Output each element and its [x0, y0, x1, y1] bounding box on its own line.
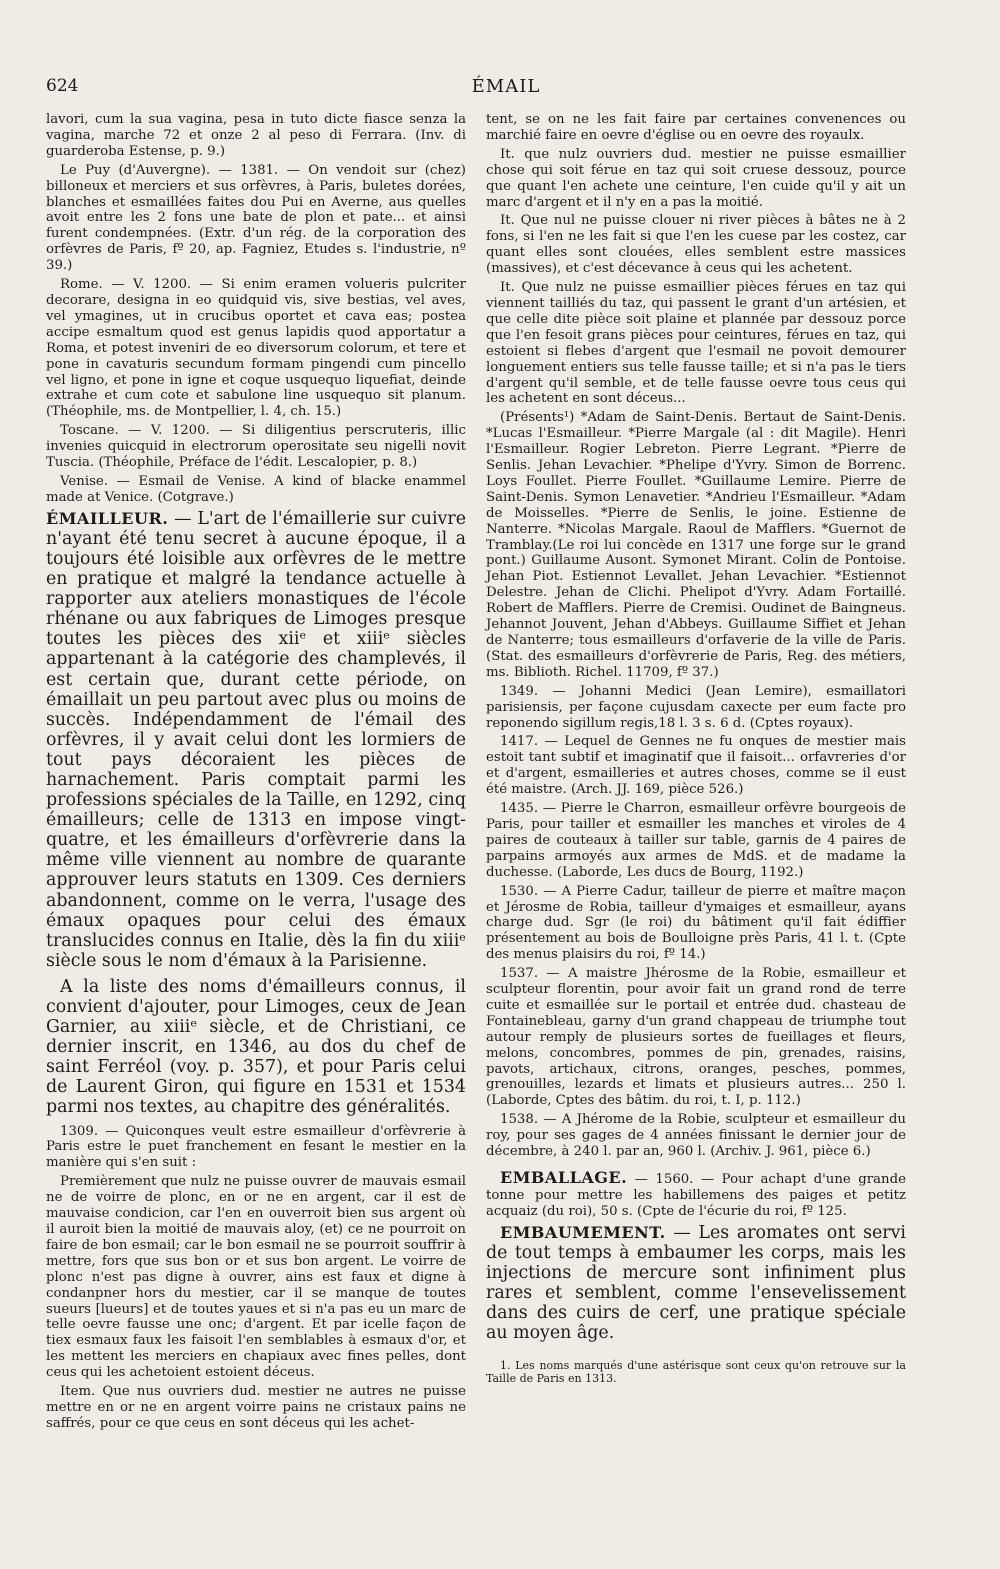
page-number: 624 [46, 76, 79, 96]
entry-emballage [486, 1170, 906, 1220]
footnote: 1. Les noms marqués d'une astérisque sont ceux qu'on retrouve sur la Taille de Paris en 1313. [486, 1359, 906, 1386]
paragraph: 1538. — A Jhérome de la Robie, sculpteur et esmailleur du roy, pour ses gages de 4 années finissant le dernier jour de décembre, à 240 l. par an, 960 l. (Archiv. J. 961, pièce 6.) [486, 1112, 906, 1160]
entry-text: — Les aromates ont servi de tout temps à embaumer les corps, mais les injections de mercure sont infiniment plus rares et semblent, comme l'ensevelissement dans des cuirs de cerf, une pratique spéciale au moyen âge. [486, 1222, 906, 1344]
paragraph: 1309. — Quiconques veult estre esmailleur d'orfèvrerie à Paris estre le puet franchement en fesant le mestier en la manière qui s'en suit : [46, 1123, 466, 1171]
headword: EMBALLAGE. [500, 1168, 628, 1187]
entry-embaumement [486, 1223, 906, 1344]
paragraph: Toscane. — V. 1200. — Si diligentius perscruteris, illic invenies quicquid in electrorum operositate seu nigelli novit Tuscia. (Théophile, Préface de l'édit. Lescalopier, p. 8.) [46, 423, 466, 471]
entry-text: — L'art de l'émaillerie sur cuivre n'ayant été tenu secret à aucune époque, il a toujours été loisible aux orfèvres de le mettre en pratique et malgré la tendance actuelle à rapporter aux ateliers monastiques de l'école rhénane ou aux fabriques de Limoges presque toutes les pièces des xiiᵉ et xiiiᵉ siècles appartenant à la catégorie des champlevés, il est certain que, durant cette période, on émaillait un peu partout avec plus ou moins de succès. Indépendamment de l'émail des orfèvres, il y avait celui dont les lormiers de tout pays décoraient les pièces de harnachement. Paris comptait parmi les professions spéciales de la Taille, en 1292, cinq émailleurs; celle de 1313 en impose vingt-quatre, et les émailleurs d'orfèvrerie dans la même ville viennent au nombre de quarante approuver leurs statuts en 1309. Ces derniers abandonnent, comme on le verra, l'usage des émaux opaques pour celui des émaux translucides connus en Italie, dès la fin du xiiiᵉ siècle sous le nom d'émaux à la Parisienne. [46, 508, 466, 971]
entry-text: — 1560. — Pour achapt d'une grande tonne pour mettre les habillemens des paiges et petitz acquaiz (du roi), 50 s. (Cpte de l'écurie du roi, fº 125. [486, 1172, 906, 1219]
paragraph: It. Que nul ne puisse clouer ni river pièces à bâtes ne à 2 fons, si l'en ne les fait si que l'en les cuese par les costez, car quant elles sont clouées, elles semblent estre massices (massives), et c'est décevance à ceus qui les achetent. [486, 213, 906, 277]
paragraph: It. Que nulz ne puisse esmaillier pièces férues en taz qui viennent tailliés du taz, qui passent le grant d'un artésien, et que celle dite pièce soit plaine et plannée par dessouz porce que l'en fesoit grans pièces pour ceintures, férues en taz, qui estoient si flebes d'argent que l'esmail ne povoit demourer longuement entiers sus telle fausse taille; et si n'a pas le tiers d'argent qu'il semble, et de telle fausse oevre tous ceus qui les achetent en sont déceus... [486, 280, 906, 407]
paragraph: Item. Que nus ouvriers dud. mestier ne autres ne puisse mettre en or ne en argent voirre pains ne cristaux pains ne saffrés, pour ce que ceus en sont déceus qui les achet- [46, 1384, 466, 1431]
paragraph: 1349. — Johanni Medici (Jean Lemire), esmaillatori parisiensis, per façone cujusdam caxecte per eum facte pro reponendo sigillum regis,18 l. 3 s. 6 d. (Cptes royaux). [486, 683, 906, 731]
headword: ÉMAILLEUR. [46, 508, 169, 528]
entry-emailleur [46, 509, 466, 971]
paragraph: 1537. — A maistre Jhérosme de la Robie, esmailleur et sculpteur florentin, pour avoir fait un grand rond de terre cuite et esmaillée sur le portail et entrée dud. chasteau de Fontainebleau, garny d'un grand chappeau de triumphe tout autour remply de plusieurs sortes de fueillages et fleurs, melons, concombres, pommes de pin, grenades, raisins, pavots, artichaux, citrons, oranges, pesches, pommes, grenouilles, lezards et limats et plusieurs autres... 250 l. (Laborde, Cptes des bâtim. du roi, t. I, p. 112.) [486, 966, 906, 1109]
paragraph: 1435. — Pierre le Charron, esmailleur orfèvre bourgeois de Paris, pour tailler et esmailler les manches et viroles de 4 paires de couteaux à tailler sur table, garnis de 4 paires de parpains armoyés aux armes de MdS. et de madame la duchesse. (Laborde, Les ducs de Bourg, 1192.) [486, 801, 906, 880]
paragraph: 1417. — Lequel de Gennes ne fu onques de mestier mais estoit tant subtif et imaginatif que il faisoit... orfavreries d'or et d'argent, esmailleries et autres choses, comme se il eust été maistre. (Arch. JJ. 169, pièce 526.) [486, 734, 906, 798]
paragraph: tent, se on ne les fait faire par certaines convenences ou marchié faire en oevre d'église ou en oevre des royaulx. [486, 112, 906, 143]
headword: EMBAUMEMENT. [500, 1222, 666, 1242]
paragraph: Premièrement que nulz ne puisse ouvrer de mauvais esmail ne de voirre de plonc, en or ne en argent, car il est de mauvaise condicion, car l'en en ouverroit bien sus argent où il auroit bien la moitié de mauvais aloy, (et) ce ne pourroit on faire de bon esmail; car le bon esmail ne se pourroit souffrir à mettre, fors que sus bon or et sus bon argent. Le voirre de plonc n'est pas digne à ouvrer, ains est faux et digne à condanpner hors du mestier, car il se manque de toutes sueurs [lueurs] et de toutes yaues et si n'a pas eu un marc de telle oevre fausse une onc; d'argent. Et par icelle façon de tiex esmaux faux les faisoit l'en semblables à esmaux d'or, et les mettent les merciers en chapiaux avec fines pelles, dont ceus qui les achetoient estoient déceus. [46, 1174, 466, 1381]
page-header [46, 76, 966, 100]
left-column [46, 112, 466, 1435]
paragraph: lavori, cum la sua vagina, pesa in tuto dicte fiasce senza la vagina, marche 72 et onze 2 al peso di Ferrara. (Inv. di guarderoba Estense, p. 9.) [46, 112, 466, 159]
running-head: ÉMAIL [471, 76, 541, 97]
paragraph: Le Puy (d'Auvergne). — 1381. — On vendoit sur (chez) billoneux et merciers et sus orfèvres, à Paris, buletes dorées, blanches et esmaillées faites dou Pui en Averne, aus quelles avoit entre les 2 fons une bate de plon et pate... et ainsi furent condempnées. (Extr. d'un rég. de la corporation des orfèvres de Paris, fº 20, ap. Fagniez, Etudes s. l'industrie, nº 39.) [46, 162, 466, 274]
paragraph: 1530. — A Pierre Cadur, tailleur de pierre et maître maçon et Jérosme de Robia, tailleur d'ymaiges et esmailleur, ayans charge dud. Sgr (le roi) du bâtiment qu'il fait édiffier présentement au bois de Boulloigne près Paris, 41 l. t. (Cpte des menus plaisirs du roi, fº 14.) [486, 883, 906, 963]
paragraph: (Présents¹) *Adam de Saint-Denis. Bertaut de Saint-Denis. *Lucas l'Esmailleur. *Pierre Margale (al : dit Magile). Henri l'Esmailleur. Rogier Lebreton. Pierre Legrant. *Pierre de Senlis. Jehan Levachier. *Phelipe d'Yvry. Simon de Borrenc. Loys Foullet. Pierre Foullet. *Guillaume Lemire. Pierre de Saint-Denis. Symon Lenavetier. *Andrieu l'Esmailleur. *Adam de Moisselles. *Pierre de Senlis, le joine. Estienne de Nanterre. *Nicolas Margale. Raoul de Mafflers. *Guernot de Tramblay.(Le roi lui concède en 1317 une forge sur le grand pont.) Guillaume Ausont. Symonet Mirant. Colin de Pontoise. Jehan Piot. Estiennot Levallet. Jehan Levachier. *Estiennot Delestre. Jehan de Clichi. Phelipot d'Yvry. Adam Fortaillé. Robert de Mafflers. Pierre de Cremisi. Oudinet de Baingneus. Jehannot Jouvent, Jehan d'Abbeys. Guillaume Siffiet et Jehan de Nanterre; tous esmailleurs d'orfaverie de la ville de Paris. (Stat. des esmailleurs d'orfèvrerie de Paris, Reg. des métiers, ms. Biblioth. Richel. 11709, fº 37.) [486, 410, 906, 680]
paragraph: A la liste des noms d'émailleurs connus, il convient d'ajouter, pour Limoges, ceux de Jean Garnier, au xiiiᵉ siècle, et de Christiani, ce dernier inscrit, en 1346, au dos du chef de saint Ferréol (voy. p. 357), et pour Paris celui de Laurent Giron, qui figure en 1531 et 1534 parmi nos textes, au chapitre des généralités. [46, 976, 466, 1118]
paragraph: It. que nulz ouvriers dud. mestier ne puisse esmaillier chose qui soit férue en taz qui soit cruese dessouz, pource que quant l'en achete une ceinture, l'en cuide qu'il y ait un marc d'argent et il n'y en a pas la moitié. [486, 146, 906, 210]
right-column [486, 112, 906, 1388]
paragraph: Rome. — V. 1200. — Si enim eramen volueris pulcriter decorare, designa in eo quidquid vis, sive bestias, vel aves, vel ymagines, ut in crucibus oportet et cava eas; postea accipe esmaltum quod est genus lapidis quod apportatur a Roma, et potest inveniri de eo diversorum colorum, et tere et pone in cavaturis secundum formam pingendi cum pincello vel ligno, et pone in igne et coque usquequo liquefiat, deinde extrahe et cum cote et sabulone line usquequo sit planum. (Théophile, ms. de Montpellier, l. 4, ch. 15.) [46, 277, 466, 420]
paragraph: Venise. — Esmail de Venise. A kind of blacke enammel made at Venice. (Cotgrave.) [46, 473, 466, 505]
